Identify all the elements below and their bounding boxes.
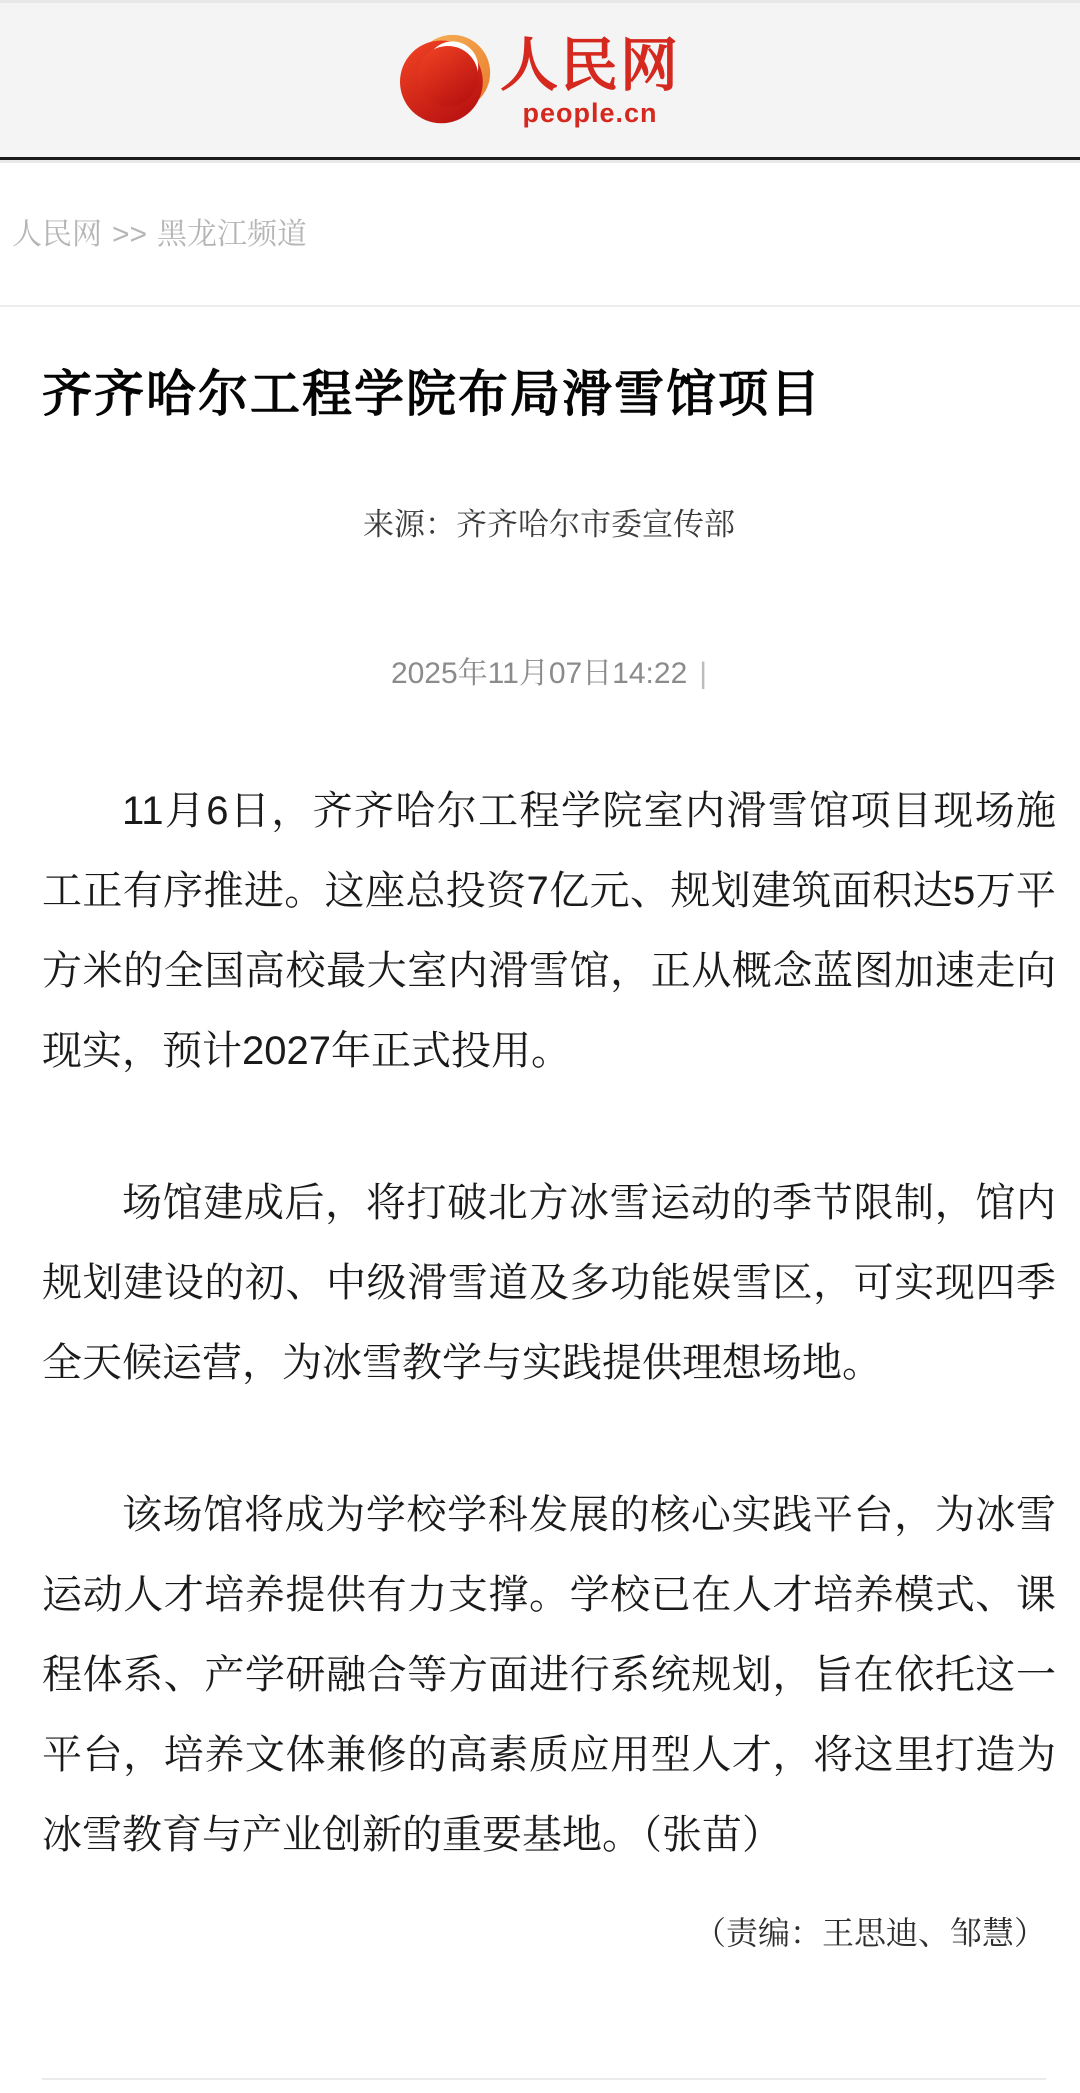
article-title: 齐齐哈尔工程学院布局滑雪馆项目 [42, 366, 822, 422]
logo-chinese-wordmark: 人民网 [499, 33, 680, 99]
breadcrumb [0, 163, 1080, 307]
logo-text [500, 33, 680, 127]
breadcrumb-separator: >> [112, 218, 148, 251]
datetime-separator: | [699, 657, 708, 690]
paragraph: 该场馆将成为学校学科发展的核心实践平台，为冰雪运动人才培养提供有力支撑。学校已在人才培养模式、课程体系、产学研融合等方面进行系统规划，旨在依托这一平台，培养文体兼修的高素质应用型人才，将这里打造为冰雪教育与产业创新的重要基地。（张苗） [42, 1493, 1056, 1857]
article [42, 359, 1056, 1955]
article-body [42, 771, 1056, 1875]
publish-datetime: 2025年11月07日14:22 [390, 657, 688, 690]
people-cn-logo[interactable] [400, 33, 680, 127]
paragraph: 11月6日，齐齐哈尔工程学院室内滑雪馆项目现场施工正有序推进。这座总投资7亿元、规划建筑面积达5万平方米的全国高校最大室内滑雪馆，正从概念蓝图加速走向现实，预计2027年正式投用。 [42, 789, 1056, 1073]
date-row [42, 654, 1056, 694]
source-label: 来源： [363, 507, 456, 542]
site-header [0, 3, 1080, 160]
breadcrumb-channel-link[interactable]: 黑龙江频道 [157, 218, 308, 251]
editor-note: （责编：王思迪、邹慧） [693, 1915, 1046, 1951]
people-cn-globe-icon [400, 34, 492, 126]
logo-domain-wordmark: people.cn [522, 97, 658, 128]
source-row [42, 507, 1056, 543]
breadcrumb-site-link[interactable]: 人民网 [12, 218, 102, 251]
bottom-divider [42, 2078, 1046, 2080]
source-name: 齐齐哈尔市委宣传部 [456, 507, 735, 542]
paragraph: 场馆建成后，将打破北方冰雪运动的季节限制，馆内规划建设的初、中级滑雪道及多功能娱雪区，可实现四季全天候运营，为冰雪教学与实践提供理想场地。 [42, 1181, 1056, 1385]
